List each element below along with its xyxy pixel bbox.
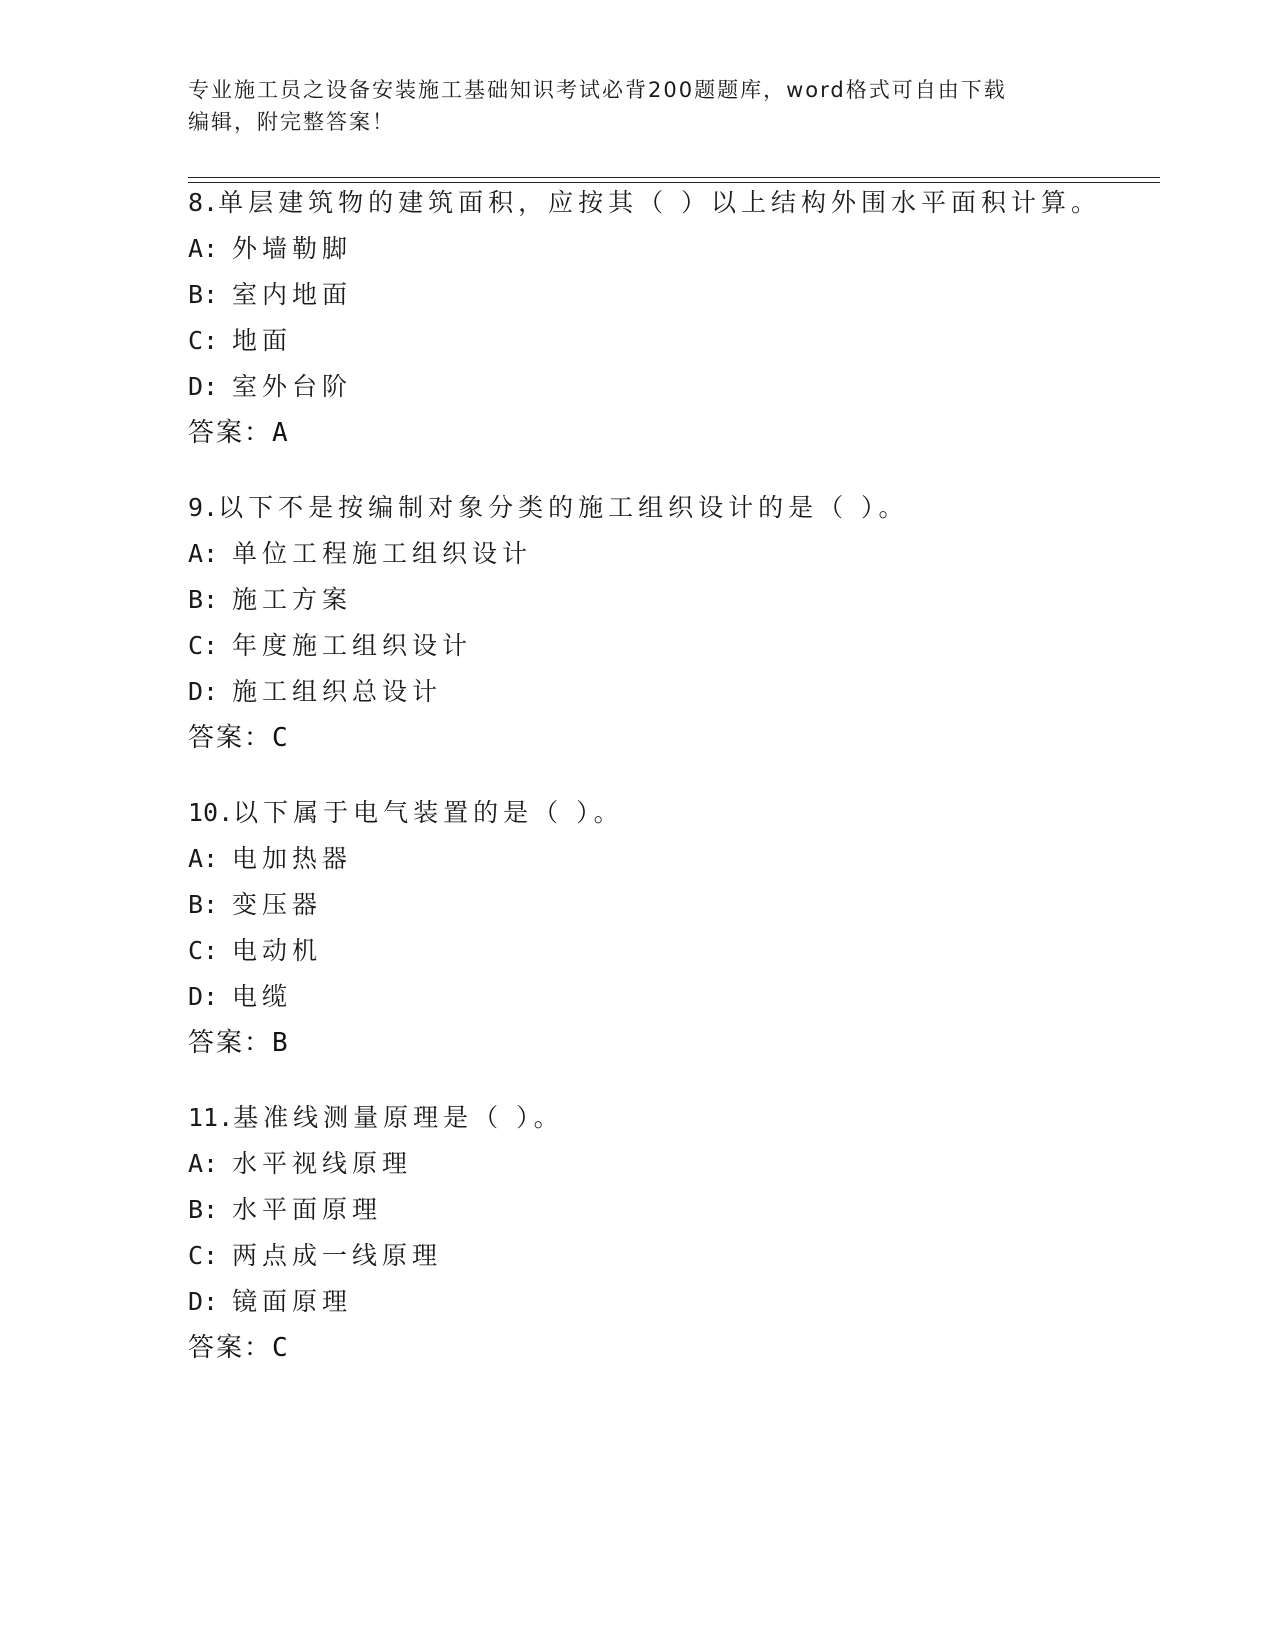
option-letter: C: bbox=[188, 326, 219, 355]
question-stem: 以下属于电气装置的是（ ）。 bbox=[233, 798, 624, 827]
answer-value: C bbox=[272, 1333, 290, 1363]
answer-label: 答案： bbox=[188, 723, 273, 753]
question-number: 10. bbox=[188, 798, 234, 827]
option-letter: A: bbox=[188, 1149, 219, 1178]
option-b bbox=[188, 882, 1188, 928]
option-letter: D: bbox=[188, 982, 219, 1011]
option-letter: B: bbox=[188, 890, 219, 919]
option-letter: D: bbox=[188, 1287, 219, 1316]
answer-label: 答案： bbox=[188, 1028, 273, 1058]
option-d bbox=[188, 1279, 1188, 1325]
answer-value: A bbox=[272, 418, 290, 448]
question-stem: 基准线测量原理是（ ）。 bbox=[233, 1103, 564, 1132]
answer-value: C bbox=[272, 723, 290, 753]
question-10 bbox=[188, 790, 1188, 1066]
option-a bbox=[188, 836, 1188, 882]
question-stem: 以下不是按编制对象分类的施工组织设计的是（ ）。 bbox=[218, 493, 909, 522]
option-text: 室外台阶 bbox=[232, 372, 353, 401]
option-a bbox=[188, 1141, 1188, 1187]
option-text: 地面 bbox=[232, 326, 293, 355]
answer-label: 答案： bbox=[188, 1333, 273, 1363]
option-c bbox=[188, 623, 1188, 669]
option-b bbox=[188, 1187, 1188, 1233]
option-a bbox=[188, 531, 1188, 577]
option-text: 两点成一线原理 bbox=[232, 1241, 443, 1270]
question-text bbox=[188, 790, 1188, 836]
option-d bbox=[188, 364, 1188, 410]
option-text: 水平视线原理 bbox=[232, 1149, 413, 1178]
option-letter: D: bbox=[188, 677, 219, 706]
option-b bbox=[188, 272, 1188, 318]
option-text: 电动机 bbox=[232, 936, 323, 965]
question-number: 9. bbox=[188, 493, 219, 522]
option-letter: B: bbox=[188, 585, 219, 614]
option-letter: A: bbox=[188, 234, 219, 263]
question-number: 11. bbox=[188, 1103, 234, 1132]
option-letter: D: bbox=[188, 372, 219, 401]
option-text: 外墙勒脚 bbox=[232, 234, 353, 263]
answer-value: B bbox=[272, 1028, 290, 1058]
question-text bbox=[188, 485, 1188, 531]
answer-line bbox=[188, 1325, 1188, 1371]
question-stem: 单层建筑物的建筑面积，应按其（ ）以上结构外围水平面积计算。 bbox=[218, 188, 1102, 217]
option-text: 年度施工组织设计 bbox=[232, 631, 473, 660]
answer-label: 答案： bbox=[188, 418, 273, 448]
question-11 bbox=[188, 1095, 1188, 1371]
option-letter: A: bbox=[188, 539, 219, 568]
option-letter: B: bbox=[188, 1195, 219, 1224]
question-9 bbox=[188, 485, 1188, 761]
option-text: 施工组织总设计 bbox=[232, 677, 443, 706]
option-text: 变压器 bbox=[232, 890, 323, 919]
option-letter: C: bbox=[188, 936, 219, 965]
header-line-2: 编辑，附完整答案！ bbox=[188, 110, 395, 134]
question-8 bbox=[188, 180, 1188, 456]
question-text bbox=[188, 180, 1188, 226]
document-header bbox=[188, 74, 1088, 138]
option-text: 单位工程施工组织设计 bbox=[232, 539, 533, 568]
answer-line bbox=[188, 1020, 1188, 1066]
option-c bbox=[188, 318, 1188, 364]
option-letter: A: bbox=[188, 844, 219, 873]
option-text: 电加热器 bbox=[232, 844, 353, 873]
header-line-1: 专业施工员之设备安装施工基础知识考试必背200题题库，word格式可自由下载 bbox=[188, 78, 1007, 102]
option-letter: B: bbox=[188, 280, 219, 309]
option-d bbox=[188, 669, 1188, 715]
option-c bbox=[188, 928, 1188, 974]
option-letter: C: bbox=[188, 1241, 219, 1270]
option-letter: C: bbox=[188, 631, 219, 660]
question-text bbox=[188, 1095, 1188, 1141]
option-d bbox=[188, 974, 1188, 1020]
option-text: 室内地面 bbox=[232, 280, 353, 309]
answer-line bbox=[188, 410, 1188, 456]
option-a bbox=[188, 226, 1188, 272]
option-text: 电缆 bbox=[232, 982, 293, 1011]
answer-line bbox=[188, 715, 1188, 761]
option-c bbox=[188, 1233, 1188, 1279]
question-number: 8. bbox=[188, 188, 219, 217]
option-text: 施工方案 bbox=[232, 585, 353, 614]
option-b bbox=[188, 577, 1188, 623]
option-text: 水平面原理 bbox=[232, 1195, 383, 1224]
option-text: 镜面原理 bbox=[232, 1287, 353, 1316]
